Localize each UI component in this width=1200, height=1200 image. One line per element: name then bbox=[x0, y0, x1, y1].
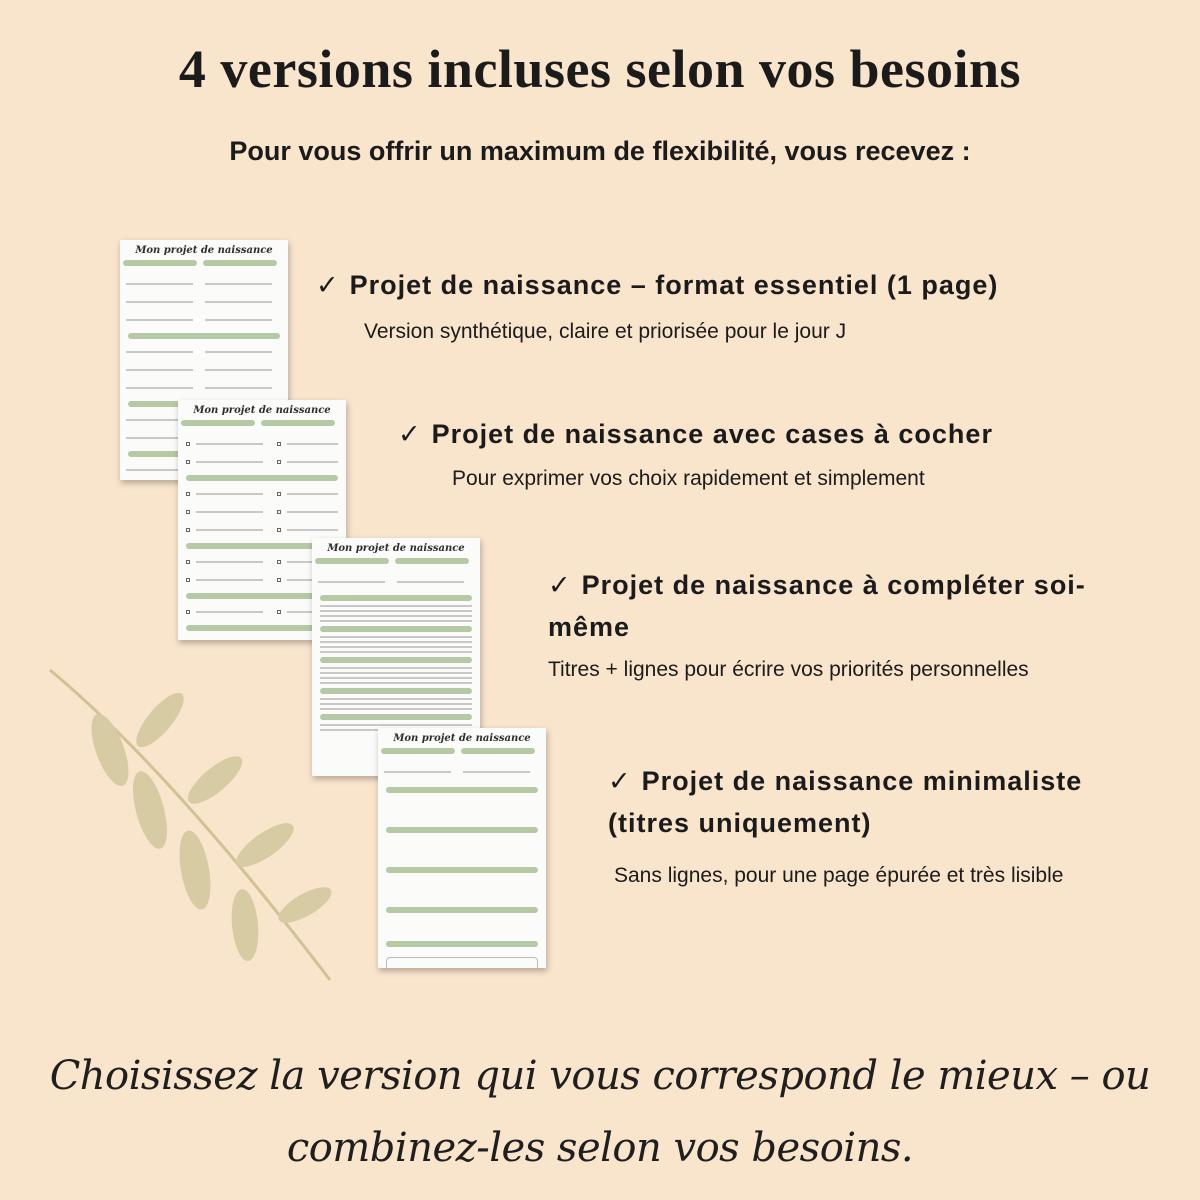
option-essentiel bbox=[316, 264, 998, 348]
option-description: Sans lignes, pour une page épurée et très lisible bbox=[614, 864, 1064, 887]
option-title: Projet de naissance à compléter soi-même bbox=[548, 570, 1086, 642]
doc-title: Mon projet de naissance bbox=[393, 733, 531, 744]
option-cases-a-cocher bbox=[398, 413, 993, 495]
doc-title: Mon projet de naissance bbox=[327, 543, 465, 554]
page-title: 4 versions incluses selon vos besoins bbox=[178, 39, 1022, 99]
check-icon: ✓ bbox=[548, 570, 572, 600]
doc-title: Mon projet de naissance bbox=[193, 405, 331, 416]
doc-thumbnail-minimaliste bbox=[378, 728, 546, 968]
option-description: Version synthétique, claire et priorisée pour le jour J bbox=[364, 320, 847, 343]
check-icon: ✓ bbox=[316, 270, 340, 300]
option-title: Projet de naissance avec cases à cocher bbox=[431, 419, 993, 449]
check-icon: ✓ bbox=[608, 766, 632, 796]
option-a-completer bbox=[548, 564, 1108, 686]
closing-message: Choisissez la version qui vous correspond le mieux – ou combinez-les selon vos besoins. bbox=[49, 1053, 1151, 1171]
option-title: Projet de naissance – format essentiel (1 page) bbox=[349, 270, 999, 300]
option-minimaliste bbox=[608, 760, 1128, 892]
page-subtitle: Pour vous offrir un maximum de flexibilité, vous recevez : bbox=[229, 136, 971, 166]
option-description: Pour exprimer vos choix rapidement et simplement bbox=[452, 467, 925, 490]
option-description: Titres + lignes pour écrire vos priorités personnelles bbox=[548, 658, 1029, 681]
check-icon: ✓ bbox=[398, 419, 422, 449]
doc-title: Mon projet de naissance bbox=[135, 245, 273, 256]
option-title: Projet de naissance minimaliste (titres uniquement) bbox=[608, 766, 1083, 838]
